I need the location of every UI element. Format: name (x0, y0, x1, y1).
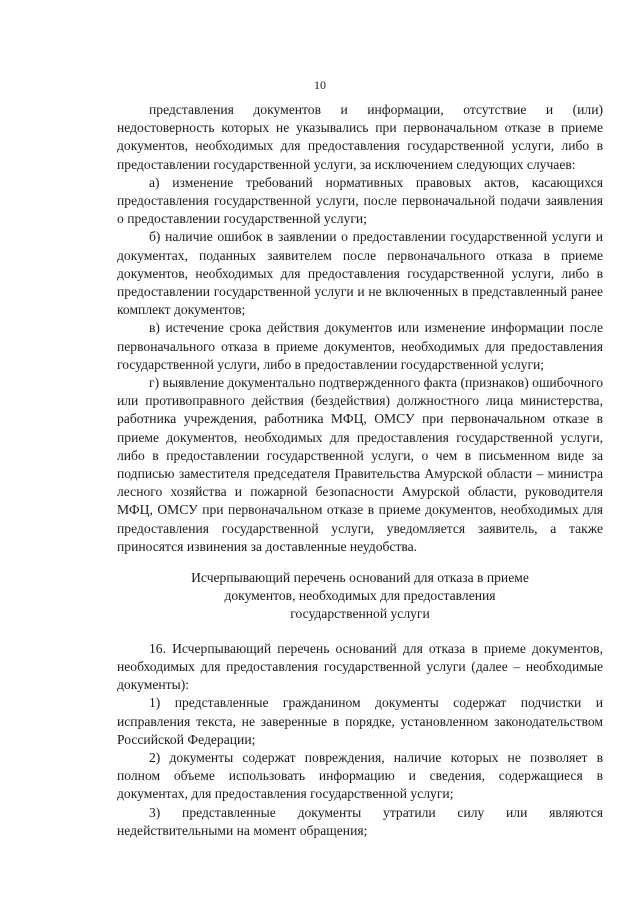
section-heading-line: документов, необходимых для предоставления (224, 588, 496, 604)
paragraph-item-a: а) изменение требований нормативных правовых актов, касающихся предоставления государственной услуги, после первоначальной подачи заявления о предоставлении государственной услуги; (117, 174, 603, 227)
paragraph-item-g: г) выявление документально подтвержденного факта (признаков) ошибочного или противоправного действия (бездействия) должностного лица министерства, работника учреждения, работника МФЦ, ОМСУ при первоначальном отказе в приеме документов, необходимых для предоставления государственной услуги, либо в предоставлении государственной услуги, о чем в письменном виде за подписью заместителя председателя Правительства Амурской области – министра лесного хозяйства и пожарной безопасности Амурской области, руководителя МФЦ, ОМСУ при первоначальном отказе в приеме документов, необходимых для предоставления государственной услуги, уведомляется заявитель, а также приносятся извинения за доставленные неудобства. (117, 375, 603, 554)
section-heading-line: Исчерпывающий перечень оснований для отказа в приеме (191, 570, 529, 586)
page-number: 10 (314, 78, 326, 92)
document-body (117, 101, 603, 840)
section-heading (117, 569, 603, 624)
paragraph-item-2: 2) документы содержат повреждения, наличие которых не позволяет в полном объеме использовать информацию и сведения, содержащиеся в документах, для предоставления государственной услуги; (117, 749, 603, 802)
paragraph-clause-16: 16. Исчерпывающий перечень оснований для отказа в приеме документов, необходимых для предоставления государственной услуги (далее – необходимые документы): (117, 640, 603, 693)
paragraph-item-b: б) наличие ошибок в заявлении о предоставлении государственной услуги и документах, поданных заявителем после первоначального отказа в приеме документов, необходимых для предоставления государственной услуги, либо в предоставлении государственной услуги и не включенных в представленный ранее комплект документов; (117, 229, 603, 318)
paragraph-item-v: в) истечение срока действия документов или изменение информации после первоначального отказа в приеме документов, необходимых для предоставления государственной услуги, либо в предоставлении государственной услуги; (117, 320, 603, 372)
paragraph-item-1: 1) представленные гражданином документы содержат подчистки и исправления текста, не заверенные в порядке, установленном законодательством Российской Федерации; (117, 695, 603, 747)
paragraph-item-3: 3) представленные документы утратили силу или являются недействительными на момент обращения; (117, 804, 603, 838)
section-heading-line: государственной услуги (290, 606, 430, 622)
paragraph-continuation: представления документов и информации, отсутствие и (или) недостоверность которых не указывались при первоначальном отказе в приеме документов, необходимых для предоставления государственной услуги, либо в предоставлении государственной услуги, за исключением следующих случаев: (117, 102, 603, 172)
